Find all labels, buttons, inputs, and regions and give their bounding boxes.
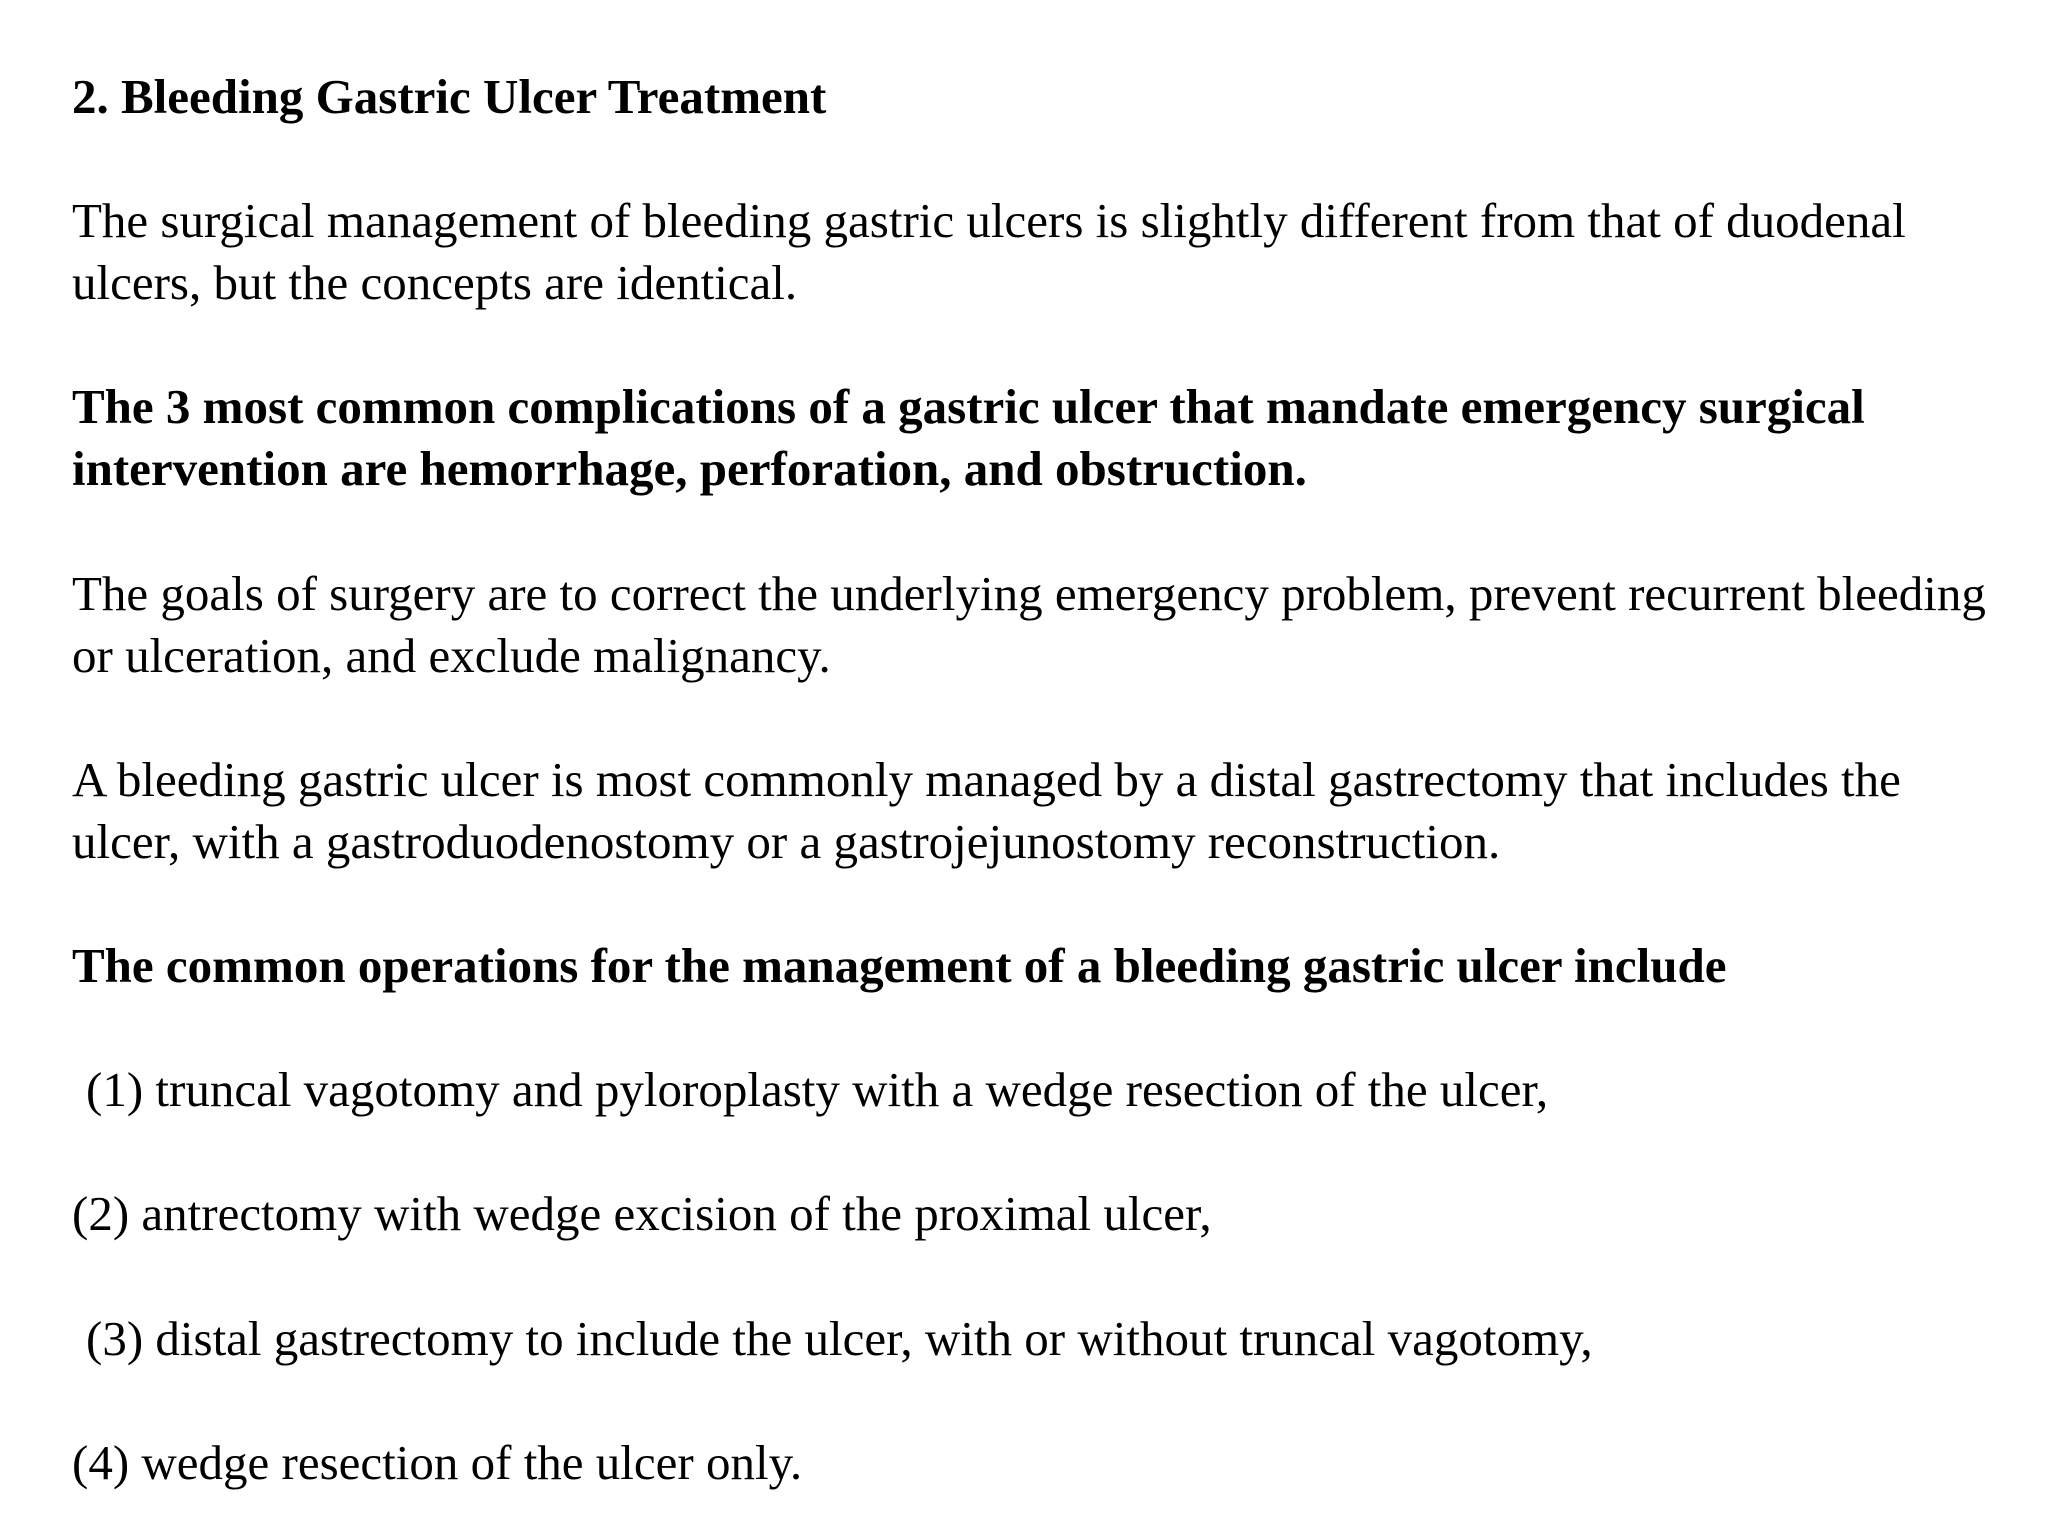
management-paragraph: A bleeding gastric ulcer is most commonly managed by a distal gastrectomy that includes the ulcer, with a gastroduodenostomy or a gastrojejunostomy reconstruction. — [72, 752, 1901, 869]
section-heading: 2. Bleeding Gastric Ulcer Treatment — [72, 69, 827, 124]
intro-paragraph: The surgical management of bleeding gastric ulcers is slightly different from that of duodenal ulcers, but the concepts are identical. — [72, 193, 1906, 310]
operation-item-3: (3) distal gastrectomy to include the ulcer, with or without truncal vagotomy, — [86, 1311, 1593, 1366]
operations-intro-paragraph: The common operations for the management of a bleeding gastric ulcer include — [72, 938, 1727, 993]
operation-item-2: (2) antrectomy with wedge excision of the proximal ulcer, — [72, 1186, 1212, 1241]
operation-item-4: (4) wedge resection of the ulcer only. — [72, 1435, 803, 1490]
goals-paragraph: The goals of surgery are to correct the underlying emergency problem, prevent recurrent bleeding or ulceration, and exclude malignancy. — [72, 566, 1986, 683]
operation-item-1: (1) truncal vagotomy and pyloroplasty with a wedge resection of the ulcer, — [86, 1062, 1549, 1117]
complications-paragraph: The 3 most common complications of a gastric ulcer that mandate emergency surgical intervention are hemorrhage, perforation, and obstruction. — [72, 379, 1865, 496]
